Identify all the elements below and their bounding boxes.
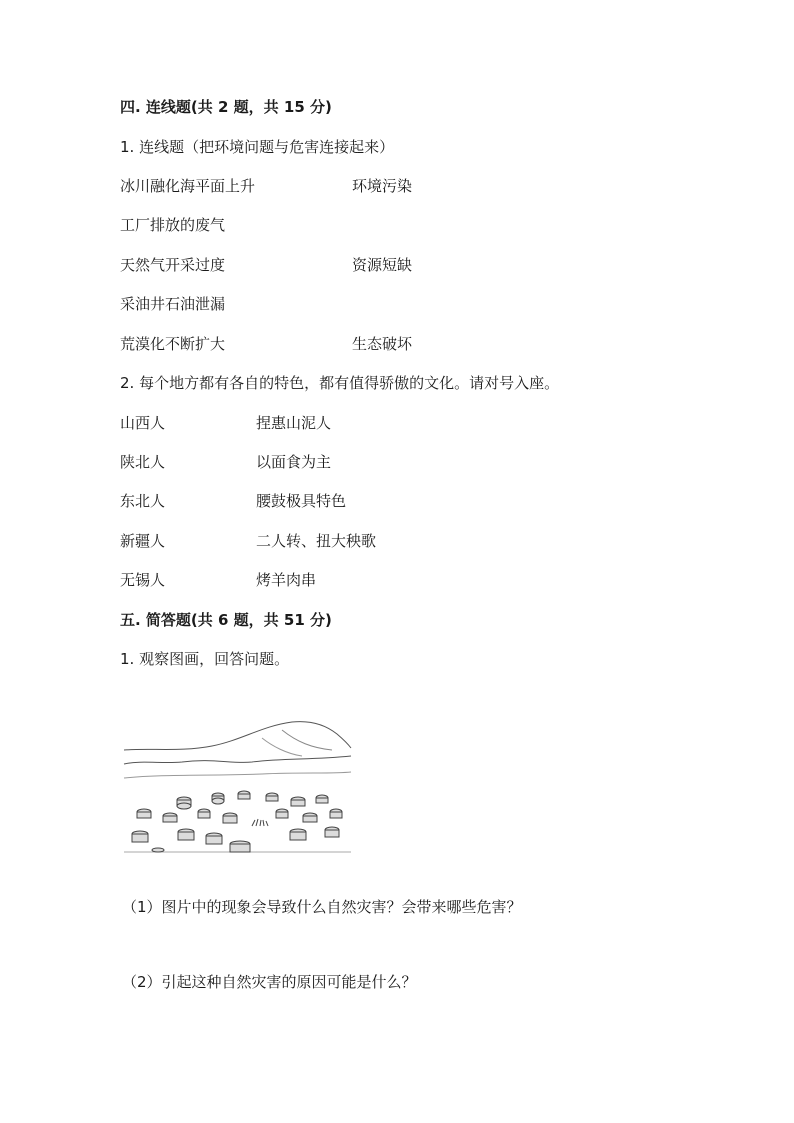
section-5-title: 五. 简答题(共 6 题，共 51 分): [120, 611, 332, 629]
match-left-item: 天然气开采过度: [120, 256, 226, 274]
match-right-item: 腰鼓极具特色: [256, 492, 347, 510]
match-right-item: 环境污染: [352, 177, 413, 195]
match-right-item: 捏惠山泥人: [256, 414, 332, 432]
match-right-item: 生态破坏: [352, 335, 413, 353]
question-1-prompt: 1. 连线题（把环境问题与危害连接起来）: [120, 138, 395, 156]
question-2-prompt: 2. 每个地方都有各自的特色，都有值得骄傲的文化。请对号入座。: [120, 374, 560, 392]
match-right-item: 烤羊肉串: [256, 571, 317, 589]
match-left-item: 无锡人: [120, 571, 166, 589]
match-right-item: 二人转、扭大秧歌: [256, 532, 377, 550]
match-right-item: 以面食为主: [256, 453, 332, 471]
match-left-item: 荒漠化不断扩大: [120, 335, 226, 353]
section-4-title: 四. 连线题(共 2 题，共 15 分): [120, 98, 332, 116]
match-right-item: 资源短缺: [352, 256, 413, 274]
subquestion-1: （1）图片中的现象会导致什么自然灾害？会带来哪些危害？: [122, 898, 522, 916]
match-left-item: 山西人: [120, 414, 166, 432]
subquestion-2: （2）引起这种自然灾害的原因可能是什么？: [122, 973, 417, 991]
match-left-item: 新疆人: [120, 532, 166, 550]
match-left-item: 东北人: [120, 492, 166, 510]
tree-stumps-illustration: [122, 712, 352, 858]
question-1-prompt: 1. 观察图画，回答问题。: [120, 650, 290, 668]
match-left-item: 冰川融化海平面上升: [120, 177, 256, 195]
match-left-item: 工厂排放的废气: [120, 216, 226, 234]
match-left-item: 陕北人: [120, 453, 166, 471]
match-left-item: 采油井石油泄漏: [120, 295, 226, 313]
